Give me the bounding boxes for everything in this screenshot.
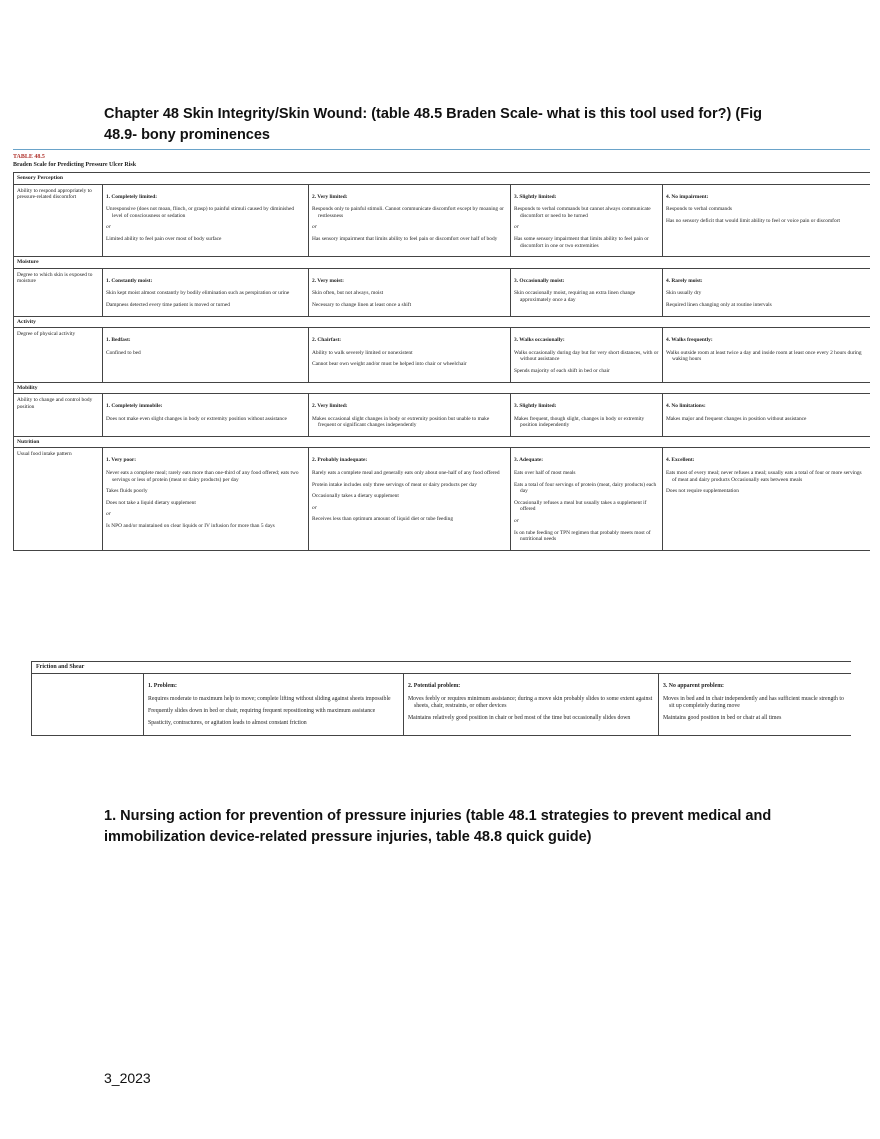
option-text: Spasticity, contractures, or agitation leads to almost constant friction <box>148 720 307 726</box>
option-text: Protein intake includes only three servings of meat or dairy products per day <box>312 481 477 488</box>
or-separator: or <box>106 511 111 518</box>
category-header-row <box>14 173 871 185</box>
category-row <box>14 184 871 257</box>
braden-scale-table-image <box>13 149 870 640</box>
option-text: Ability to walk severely limited or nonexistent <box>312 349 413 356</box>
score-cell <box>103 268 309 316</box>
category-name: Sensory Perception <box>14 173 871 185</box>
category-description: Ability to change and control body position <box>14 394 103 437</box>
or-separator: or <box>514 518 519 525</box>
option-text: Cannot bear own weight and/or must be helped into chair or wheelchair <box>312 361 467 368</box>
option-title: 2. Very limited: <box>312 403 348 410</box>
option-text: Confined to bed <box>106 349 141 356</box>
option-text: Makes major and frequent changes in position without assistance <box>666 415 807 422</box>
score-cell <box>663 394 871 437</box>
option-text: Eats most of every meal; never refuses a meal; usually eats a total of four or more servings of meat and dairy products Occasionally eats between meals <box>666 470 862 483</box>
category-name: Activity <box>14 316 871 328</box>
option-text: Has some sensory impairment that limits ability to feel pain or discomfort in one or two extremities <box>514 235 649 249</box>
or-separator: or <box>312 504 317 511</box>
option-title: 1. Very poor: <box>106 457 137 464</box>
option-text: Makes occasional slight changes in body or extremity position but unable to make frequent or significant changes independently <box>312 415 490 429</box>
option-title: 3. Adequate: <box>514 457 544 464</box>
option-text: Spends majority of each shift in bed or chair <box>514 367 610 374</box>
score-cell <box>309 268 511 316</box>
score-cell <box>663 328 871 382</box>
category-header-row <box>14 257 871 269</box>
option-title: 1. Problem: <box>148 683 177 689</box>
option-text: Moves feebly or requires minimum assistance; during a move skin probably slides to some extent against sheets, chair, restraints, or other devices <box>408 696 653 709</box>
option-text: Eats over half of most meals <box>514 470 576 477</box>
page-footer: 3_2023 <box>104 1070 151 1086</box>
option-text: Takes fluids poorly <box>106 488 148 495</box>
option-text: Occasionally takes a dietary supplement <box>312 493 399 500</box>
option-title: 1. Constantly moist: <box>106 277 153 284</box>
option-title: 1. Completely immobile: <box>106 403 163 410</box>
option-text: Does not require supplementation <box>666 488 739 495</box>
option-text: Walks occasionally during day but for very short distances, with or without assistance <box>514 349 659 363</box>
braden-table <box>13 172 870 551</box>
table-caption: Braden Scale for Predicting Pressure Ulcer Risk <box>13 162 137 168</box>
score-cell <box>663 448 871 550</box>
category-row <box>14 268 871 316</box>
option-text: Skin usually dry <box>666 290 702 297</box>
option-text: Makes frequent, though slight, changes in body or extremity position independently <box>514 415 645 429</box>
score-cell <box>511 448 663 550</box>
option-title: 2. Chairfast: <box>312 337 342 344</box>
option-text: Does not make even slight changes in body or extremity position without assistance <box>106 415 287 422</box>
option-title: 3. Slightly limited: <box>514 193 557 200</box>
option-text: Skin kept moist almost constantly by bodily elimination such as perspiration or urine <box>106 290 290 297</box>
friction-shear-table-image <box>31 661 851 766</box>
option-title: 3. Occasionally moist: <box>514 277 565 284</box>
score-cell <box>309 394 511 437</box>
score-cell <box>103 448 309 550</box>
or-separator: or <box>106 224 111 231</box>
category-name: Nutrition <box>14 436 871 448</box>
category-description: Degree of physical activity <box>14 328 103 382</box>
option-title: 4. No impairment: <box>666 193 709 200</box>
divider <box>13 149 870 150</box>
category-description: Ability to respond appropriately to pressure-related discomfort <box>14 184 103 257</box>
option-text: Does not take a liquid dietary supplement <box>106 499 196 506</box>
option-text: Requires moderate to maximum help to move; complete lifting without sliding against sheets impossible <box>148 696 391 702</box>
option-title: 1. Completely limited: <box>106 193 158 200</box>
option-text: Has no sensory deficit that would limit ability to feel or voice pain or discomfort <box>666 217 840 224</box>
option-text: Frequently slides down in bed or chair, requiring frequent repositioning with maximum assistance <box>148 708 376 714</box>
option-text: Maintains relatively good position in chair or bed most of the time but occasionally slides down <box>408 715 631 721</box>
score-cell <box>663 268 871 316</box>
option-title: 4. Rarely moist: <box>666 277 703 284</box>
score-cell <box>309 328 511 382</box>
option-text: Occasionally refuses a meal but usually takes a supplement if offered <box>514 499 647 513</box>
score-cell <box>511 184 663 257</box>
category-header-row <box>14 382 871 394</box>
score-cell <box>144 674 404 736</box>
page-heading-chapter: Chapter 48 Skin Integrity/Skin Wound: (table 48.5 Braden Scale- what is this tool used for?) (Fig 48.9- bony prominences <box>104 106 762 143</box>
table-label: TABLE 48.5 <box>13 154 45 160</box>
category-name: Friction and Shear <box>32 662 852 674</box>
score-cell <box>103 328 309 382</box>
option-title: 3. Slightly limited: <box>514 403 557 410</box>
option-text: Eats a total of four servings of protein (meat, dairy products) each day <box>514 481 657 495</box>
category-description-empty <box>32 674 144 736</box>
score-cell <box>103 184 309 257</box>
option-text: Limited ability to feel pain over most of body surface <box>106 235 222 242</box>
category-row <box>14 328 871 382</box>
option-text: Skin often, but not always, moist <box>312 290 384 297</box>
option-title: 4. Excellent: <box>666 457 695 464</box>
option-text: Responds to verbal commands but cannot always communicate discomfort or need to be turned <box>514 206 651 219</box>
option-text: Required linen changing only at routine intervals <box>666 301 772 308</box>
option-title: 2. Very moist: <box>312 277 344 284</box>
option-title: 2. Very limited: <box>312 193 348 200</box>
option-title: 2. Potential problem: <box>408 683 461 689</box>
category-header-row <box>32 662 852 674</box>
score-cell <box>511 268 663 316</box>
option-title: 4. Walks frequently: <box>666 337 713 344</box>
option-text: Rarely eats a complete meal and generally eats only about one-half of any food offered <box>312 470 500 477</box>
option-title: 4. No limitations: <box>666 403 706 410</box>
category-name: Moisture <box>14 257 871 269</box>
score-cell <box>663 184 871 257</box>
category-row <box>32 674 852 736</box>
score-cell <box>511 328 663 382</box>
friction-shear-table <box>31 661 851 736</box>
option-text: Is on tube feeding or TPN regimen that probably meets most of nutritional needs <box>514 529 651 543</box>
category-row <box>14 394 871 437</box>
option-title: 3. Walks occasionally: <box>514 337 565 344</box>
or-separator: or <box>312 224 317 231</box>
section-heading-nursing-action: 1. Nursing action for prevention of pressure injuries (table 48.1 strategies to prevent medical and immobilization device-related pressure injuries, table 48.8 quick guide) <box>104 808 772 845</box>
score-cell <box>103 394 309 437</box>
option-title: 3. No apparent problem: <box>663 683 724 689</box>
option-text: Never eats a complete meal; rarely eats more than one-third of any food offered; eats two servings or less of protein (meat or dairy products) per day <box>106 470 299 483</box>
category-description: Degree to which skin is exposed to moisture <box>14 268 103 316</box>
option-text: Is NPO and/or maintained on clear liquids or IV infusion for more than 5 days <box>106 523 275 530</box>
option-text: Dampness detected every time patient is moved or turned <box>106 301 230 308</box>
option-text: Responds only to painful stimuli. Cannot communicate discomfort except by moaning or restlessness <box>312 206 504 219</box>
option-text: Receives less than optimum amount of liquid diet or tube feeding <box>312 516 454 523</box>
or-separator: or <box>514 224 519 231</box>
option-text: Responds to verbal commands <box>666 206 733 213</box>
option-title: 1. Bedfast: <box>106 337 131 344</box>
option-text: Necessary to change linen at least once a shift <box>312 301 412 308</box>
score-cell <box>511 394 663 437</box>
option-text: Has sensory impairment that limits ability to feel pain or discomfort over half of body <box>312 235 498 242</box>
category-header-row <box>14 316 871 328</box>
category-header-row <box>14 436 871 448</box>
option-text: Unresponsive (does not moan, flinch, or grasp) to painful stimuli caused by diminished level of consciousness or sedation <box>106 206 295 219</box>
score-cell <box>404 674 659 736</box>
option-text: Skin occasionally moist, requiring an extra linen change approximately once a day <box>514 290 636 303</box>
category-description: Usual food intake pattern <box>14 448 103 550</box>
category-row <box>14 448 871 550</box>
score-cell <box>309 448 511 550</box>
option-text: Maintains good position in bed or chair at all times <box>663 715 782 721</box>
category-name: Mobility <box>14 382 871 394</box>
option-text: Walks outside room at least twice a day and inside room at least once every 2 hours during waking hours <box>666 349 862 363</box>
score-cell <box>309 184 511 257</box>
option-text: Moves in bed and in chair independently and has sufficient muscle strength to sit up completely during move <box>663 696 844 709</box>
option-title: 2. Probably inadequate: <box>312 457 368 464</box>
score-cell <box>659 674 852 736</box>
